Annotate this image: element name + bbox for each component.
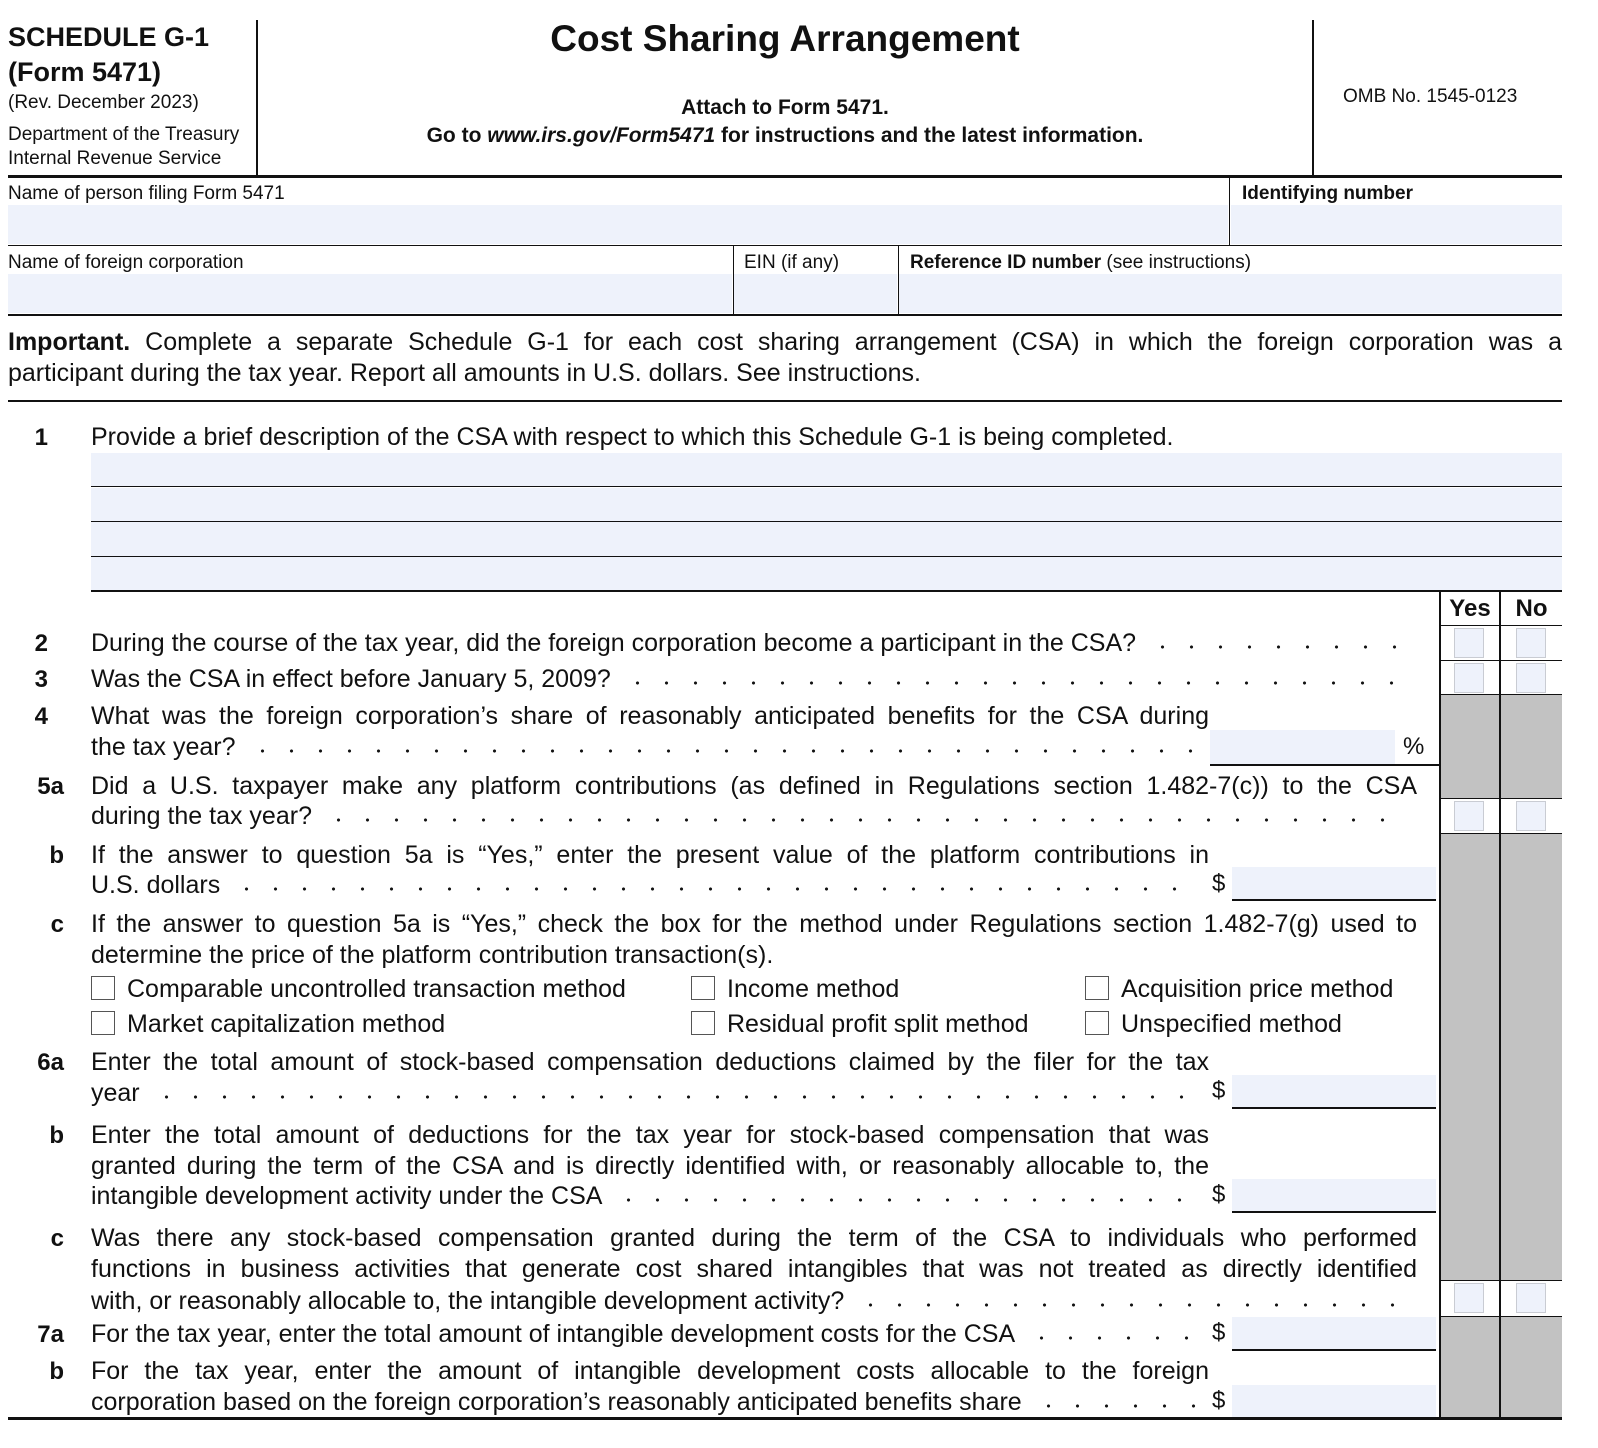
no-header: No	[1515, 595, 1548, 622]
method-label: Market capitalization method	[127, 1010, 446, 1038]
form-number: (Form 5471)	[8, 57, 162, 87]
page-title: Cost Sharing Arrangement	[550, 18, 1020, 59]
line-6a-text: Enter the total amount of stock-based compensation deductions claimed by the filer for the tax	[91, 1048, 1209, 1076]
line-number: 4	[34, 703, 48, 730]
ein-label: EIN (if any)	[744, 252, 840, 273]
dot-leader	[232, 879, 1196, 893]
line-6c-text: Was there any stock-based compensation granted during the term of the CSA to individuals who performed	[91, 1224, 1417, 1252]
shaded-cell	[1501, 695, 1562, 798]
divider	[1440, 1280, 1562, 1281]
line-5b-text: If the answer to question 5a is “Yes,” enter the present value of the platform contributions in	[91, 841, 1209, 869]
agency: Internal Revenue Service	[8, 148, 222, 169]
reference-id-label	[910, 251, 1251, 275]
line-number: c	[50, 1225, 64, 1252]
line-6b-last	[91, 1181, 1196, 1212]
irs-link[interactable]: www.irs.gov/Form5471	[487, 124, 716, 147]
divider	[8, 1417, 1562, 1420]
line-6b-text-2: granted during the term of the CSA and is directly identified with, or reasonably allocable to, the	[91, 1152, 1209, 1180]
divider	[8, 400, 1562, 402]
divider	[1229, 177, 1230, 245]
method-checkbox[interactable]	[91, 1011, 115, 1035]
divider	[1440, 694, 1562, 695]
reference-id-input[interactable]	[899, 274, 1562, 313]
method-label: Residual profit split method	[727, 1010, 1029, 1038]
line-6b-text: Enter the total amount of deductions for the tax year for stock-based compensation that was	[91, 1121, 1209, 1149]
important-label: Important.	[8, 328, 131, 356]
dot-leader	[1027, 1328, 1196, 1342]
line-5b-text-2: U.S. dollars	[91, 871, 221, 899]
schedule-name: SCHEDULE G-1	[8, 22, 210, 52]
line-5b-last	[91, 870, 1196, 901]
description-input-1[interactable]	[91, 453, 1562, 487]
dollar-sign: $	[1212, 1319, 1226, 1346]
line-5a-text: Did a U.S. taxpayer make any platform contributions (as defined in Regulations section 1.482-7(c)) to the CSA	[91, 772, 1417, 800]
idc-total-input[interactable]	[1232, 1317, 1436, 1351]
line-6b-text-3: intangible development activity under the CSA	[91, 1182, 603, 1210]
method-checkbox[interactable]	[1085, 976, 1109, 1000]
line-2	[91, 628, 1401, 659]
line-6c-no-checkbox[interactable]	[1516, 1283, 1546, 1313]
divider	[1440, 798, 1562, 799]
line-7b-text-2: corporation based on the foreign corporation’s reasonably anticipated benefits share	[91, 1388, 1022, 1416]
important-note-line2: participant during the tax year. Report all amounts in U.S. dollars. See instructions.	[8, 359, 921, 387]
foreign-corp-input[interactable]	[8, 274, 732, 313]
filer-name-input[interactable]	[8, 205, 1228, 244]
divider	[1210, 764, 1440, 766]
dollar-sign: $	[1212, 1077, 1226, 1104]
foreign-corp-label: Name of foreign corporation	[8, 252, 244, 273]
line-6c-last	[91, 1286, 1401, 1317]
line-5a-text-2: during the tax year?	[91, 802, 312, 830]
description-input-4[interactable]	[91, 557, 1562, 592]
line-3-text: Was the CSA in effect before January 5, 2009?	[91, 665, 611, 693]
method-label: Unspecified method	[1121, 1010, 1342, 1038]
department: Department of the Treasury	[8, 124, 240, 145]
dot-leader	[623, 673, 1401, 687]
line-6c-text-2: functions in business activities that generate cost shared intangibles that was not treated as directly identified	[91, 1255, 1417, 1283]
percent-sign: %	[1403, 733, 1425, 760]
goto-text-rest: for instructions and the latest information.	[715, 124, 1144, 147]
divider	[8, 175, 1562, 178]
dot-leader	[1034, 1396, 1196, 1410]
line-number: b	[49, 842, 64, 869]
method-checkbox[interactable]	[91, 976, 115, 1000]
method-label: Acquisition price method	[1121, 975, 1394, 1003]
line-number: 2	[34, 630, 48, 657]
line-5c-text: If the answer to question 5a is “Yes,” check the box for the method under Regulations section 1.482-7(g) used to	[91, 910, 1417, 938]
benefits-share-percent-input[interactable]	[1210, 730, 1395, 764]
line-5c-text-2: determine the price of the platform contribution transaction(s).	[91, 941, 774, 969]
line-7a	[91, 1319, 1196, 1350]
line-6a-last	[91, 1078, 1196, 1109]
filer-name-label: Name of person filing Form 5471	[8, 183, 285, 204]
divider	[8, 314, 1562, 316]
ref-id-bold: Reference ID number	[910, 252, 1102, 273]
description-input-3[interactable]	[91, 522, 1562, 557]
line-4-last	[91, 732, 1196, 763]
stock-comp-csa-deductions-input[interactable]	[1232, 1179, 1436, 1213]
instructions-note	[258, 124, 1312, 148]
stock-comp-deductions-input[interactable]	[1232, 1075, 1436, 1109]
line-7a-text: For the tax year, enter the total amount of intangible development costs for the CSA	[91, 1320, 1016, 1348]
dot-leader	[324, 810, 1401, 824]
dot-leader	[1148, 637, 1401, 651]
line-3-no-checkbox[interactable]	[1516, 663, 1546, 693]
attach-note: Attach to Form 5471.	[681, 96, 889, 119]
id-number-input[interactable]	[1231, 205, 1562, 244]
dollar-sign: $	[1212, 870, 1226, 897]
line-2-yes-checkbox[interactable]	[1454, 628, 1484, 658]
method-checkbox[interactable]	[691, 1011, 715, 1035]
ref-id-note: (see instructions)	[1101, 252, 1252, 273]
line-4-text-2: the tax year?	[91, 733, 236, 761]
omb-number: OMB No. 1545-0123	[1343, 86, 1518, 107]
line-number: 6a	[37, 1049, 64, 1076]
dot-leader	[152, 1087, 1196, 1101]
dollar-sign: $	[1212, 1181, 1226, 1208]
line-2-no-checkbox[interactable]	[1516, 628, 1546, 658]
line-7b-text: For the tax year, enter the amount of intangible development costs allocable to the foreign	[91, 1357, 1209, 1385]
method-label: Comparable uncontrolled transaction method	[127, 975, 626, 1003]
shaded-cell	[1441, 834, 1499, 1280]
description-input-2[interactable]	[91, 488, 1562, 522]
method-label: Income method	[727, 975, 900, 1003]
divider	[8, 245, 1562, 246]
line-6c-text-3: with, or reasonably allocable to, the intangible development activity?	[91, 1287, 845, 1315]
line-number: c	[50, 911, 64, 938]
line-number: b	[49, 1122, 64, 1149]
line-5a-yes-checkbox[interactable]	[1454, 801, 1484, 831]
line-number: b	[49, 1358, 64, 1385]
shaded-cell	[1501, 1317, 1562, 1418]
revision: (Rev. December 2023)	[8, 92, 199, 113]
yes-header: Yes	[1449, 595, 1491, 622]
line-6a-text-2: year	[91, 1079, 140, 1107]
shaded-cell	[1441, 695, 1499, 798]
line-number: 5a	[37, 773, 64, 800]
line-number: 3	[34, 666, 48, 693]
divider	[1440, 625, 1562, 626]
line-4-text: What was the foreign corporation’s share of reasonably anticipated benefits for the CSA during	[91, 702, 1209, 730]
line-3	[91, 664, 1401, 695]
line-7b-last	[91, 1387, 1196, 1418]
id-number-label: Identifying number	[1242, 183, 1413, 204]
method-checkbox[interactable]	[691, 976, 715, 1000]
line-1-text: Provide a brief description of the CSA with respect to which this Schedule G-1 is being completed.	[91, 423, 1174, 451]
dot-leader	[614, 1190, 1196, 1204]
idc-allocable-input[interactable]	[1232, 1385, 1436, 1418]
line-6c-yes-checkbox[interactable]	[1454, 1283, 1484, 1313]
line-number: 7a	[37, 1321, 64, 1348]
shaded-cell	[1441, 1317, 1499, 1418]
line-2-text: During the course of the tax year, did the foreign corporation become a participant in the CSA?	[91, 629, 1137, 657]
important-note-line1	[8, 327, 1562, 358]
schedule-id	[8, 20, 209, 90]
line-3-yes-checkbox[interactable]	[1454, 663, 1484, 693]
method-checkbox[interactable]	[1085, 1011, 1109, 1035]
important-text: Complete a separate Schedule G-1 for each cost sharing arrangement (CSA) in which the foreign corporation was a	[130, 328, 1562, 356]
dot-leader	[248, 741, 1196, 755]
line-number: 1	[34, 424, 48, 451]
divider	[1312, 20, 1314, 176]
platform-contributions-input[interactable]	[1232, 867, 1436, 901]
dollar-sign: $	[1212, 1387, 1226, 1414]
divider	[1440, 660, 1562, 661]
ein-input[interactable]	[734, 274, 897, 313]
dot-leader	[856, 1295, 1401, 1309]
line-5a-last	[91, 801, 1401, 832]
shaded-cell	[1501, 834, 1562, 1280]
line-5a-no-checkbox[interactable]	[1516, 801, 1546, 831]
goto-text: Go to	[426, 124, 488, 147]
